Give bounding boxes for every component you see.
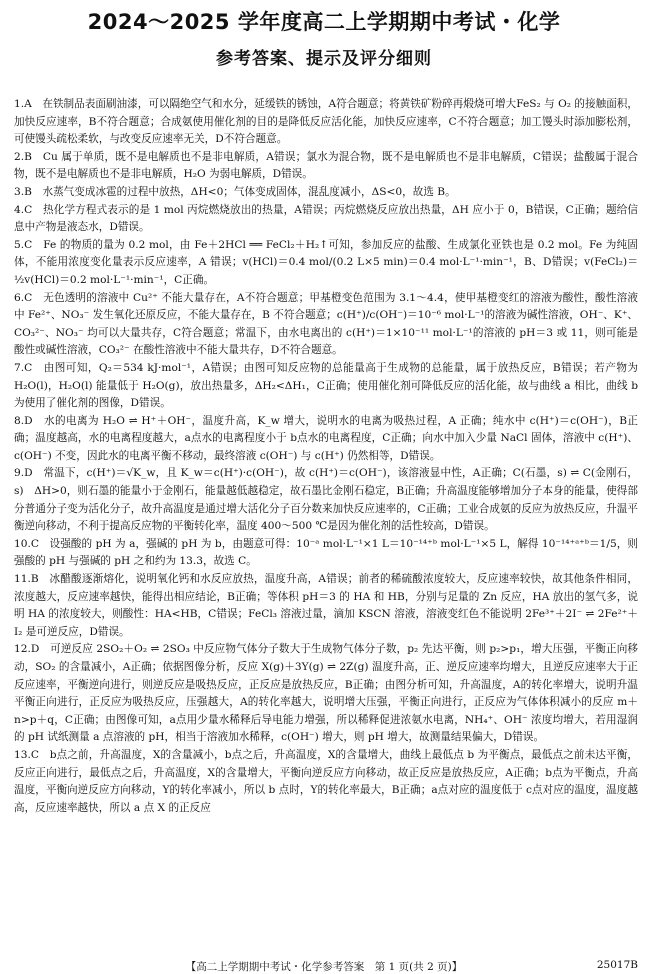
answer-item: 5.C Fe 的物质的量为 0.2 mol，由 Fe＋2HCl ══ FeCl₂＋H₂↑可知，参加反应的盐酸、生成氯化亚铁也是 0.2 mol。Fe 为纯固体，不能用浓度变化量表示反应速率，A 错误；v(HCl)＝0.4 mol/(0.2 L×5 min)＝0.4 mol·L⁻¹·min⁻¹，B、D错误；v(FeCl₂)＝½v(HCl)＝0.2 mol·L⁻¹·min⁻¹，C正确。: [14, 238, 638, 286]
answer-item: 3.B 水蒸气变成冰雹的过程中放热，ΔH<0；气体变成固体，混乱度减小，ΔS<0，故选 B。: [14, 185, 456, 198]
answer-item: 1.A 在铁制品表面刷油漆，可以隔绝空气和水分，延缓铁的锈蚀，A符合题意；将黄铁矿粉碎再煅烧可增大FeS₂ 与 O₂ 的接触面积，加快反应速率，B不符合题意；合成氨使用催化剂的目的是降低反应活化能，加快反应速率，C不符合题意；加工馒头时添加膨松剂，可使馒头疏松柔软，与改变反应速率无关，D不符合题意。: [14, 98, 638, 146]
answer-item: 12.D 可逆反应 2SO₂＋O₂ ⇌ 2SO₃ 中反应物气体分子数大于生成物气体分子数，p₂ 先达平衡，则 p₂>p₁，增大压强，平衡正向移动，SO₂ 的含量减小，A正确；依据图像分析，反应 X(g)＋3Y(g) ⇌ 2Z(g) 温度升高，正、逆反应速率均增大，且逆反应速率大于正反应速率，平衡逆向进行，则逆反应是吸热反应，正反应是放热反应，B正确；由图分析可知，升高温度，A的转化率增大，说明升温平衡正向进行，正反应为吸热反应，压强越大，A的转化率越大，说明增大压强，平衡正向进行，正反应为气体体积减小的反应 m＋n>p＋q，C正确；由图像可知，a点用少量水稀释后导电能力增强，所以稀释促进浓氨水电离，NH₄⁺、OH⁻ 浓度均增大，若用湿润的 pH 试纸测量 a 点溶液的 pH，相当于溶液加水稀释，c(OH⁻) 增大，则 pH 增大，故测量结果偏大，D错误。: [14, 643, 638, 744]
answer-item: 2.B Cu 属于单质，既不是电解质也不是非电解质，A错误；氯水为混合物，既不是电解质也不是非电解质，C错误；盐酸属于混合物，既不是电解质也不是非电解质，H₂O 为弱电解质，D错误。: [14, 150, 638, 181]
page-title: 2024～2025 学年度高二上学期期中考试・化学: [87, 10, 561, 34]
answer-item: 9.D 常温下，c(H⁺)＝√K_w，且 K_w＝c(H⁺)·c(OH⁻)，故 c(H⁺)＝c(OH⁻)，该溶液显中性，A正确；C(石墨，s) ⇌ C(金刚石，s) ΔH>0，则石墨的能量小于金刚石，能量越低越稳定，故石墨比金刚石稳定，B正确；升高温度能够增加分子本身的能量，使得部分普通分子变为活化分子，故升高温度是通过增大活化分子百分数来加快反应速率的，C正确；工业合成氨的反应为放热反应，升温平衡逆向移动，不利于提高反应物的平衡转化率，温度 400～500 ℃是因为催化剂的活性较高，D错误。: [14, 467, 638, 533]
answer-item: 10.C 设强酸的 pH 为 a，强碱的 pH 为 b，由题意可得：10⁻ᵃ mol·L⁻¹×1 L＝10⁻¹⁴⁺ᵇ mol·L⁻¹×5 L，解得 10⁻¹⁴⁺ᵃ⁺ᵇ＝1/5，则强酸的 pH 与强碱的 pH 之和约为 13.3，故选 C。: [14, 537, 638, 568]
answer-list: [14, 96, 638, 817]
document-code: 25017B: [596, 959, 638, 971]
answer-item: 6.C 无色透明的溶液中 Cu²⁺ 不能大量存在，A不符合题意；甲基橙变色范围为 3.1～4.4，使甲基橙变红的溶液为酸性，酸性溶液中 Fe²⁺、NO₃⁻ 发生氧化还原反应，不能大量存在，B 不符合题意；c(H⁺)/c(OH⁻)＝10⁻⁶ mol·L⁻¹的溶液为碱性溶液，OH⁻、K⁺、CO₃²⁻、NO₃⁻ 均可以大量共存，C符合题意；常温下，由水电离出的 c(H⁺)＝1×10⁻¹¹ mol·L⁻¹的溶液的 pH＝3 或 11，则可能是酸性或碱性溶液，CO₃²⁻ 在酸性溶液中不能大量共存，D不符合题意。: [14, 291, 639, 357]
answer-item: 8.D 水的电离为 H₂O ⇌ H⁺＋OH⁻，温度升高，K_w 增大，说明水的电离为吸热过程，A 正确；纯水中 c(H⁺)＝c(OH⁻)，B正确；温度越高，水的电离程度越大，a点水的电离程度小于 b点水的电离程度，C正确；向水中加入少量 NaCl 固体，溶液中 c(H⁺)、c(OH⁻) 不变，因此水的电离平衡不移动，最终溶液 c(OH⁻) 与 c(H⁺) 仍然相等，D错误。: [14, 414, 638, 462]
answer-item: 4.C 热化学方程式表示的是 1 mol 丙烷燃烧放出的热量，A错误；丙烷燃烧反应放出热量，ΔH 应小于 0，B错误，C正确；题给信息中产物是液态水，D错误。: [14, 203, 638, 234]
footer-label: 【高二上学期期中考试・化学参考答案 第 1 页(共 2 页)】: [185, 961, 463, 973]
answer-item: 7.C 由图可知，Q₂＝534 kJ·mol⁻¹，A错误；由图可知反应物的总能量高于生成物的总能量，属于放热反应，B错误；若产物为 H₂O(l)，H₂O(l) 能量低于 H₂O(g)，放出热量多，ΔH₂<ΔH₁，C正确；使用催化剂可降低反应的活化能，故与曲线 a 相比，曲线 b 为使用了催化剂的图像，D错误。: [14, 361, 638, 410]
page-subtitle: 参考答案、提示及评分细则: [216, 49, 432, 69]
answer-item: 11.B 冰醋酸逐渐熔化，说明氧化钙和水反应放热，温度升高，A错误；前者的稀硫酸浓度较大，反应速率较快，故其他条件相同，浓度越大，反应速率越快，能得出相应结论，B正确；等体积 pH＝3 的 HA 和 HB，分别与足量的 Zn 反应，HA 放出的氢气多，说明 HA 的浓度较大，则酸性：HA<HB，C错误；FeCl₃ 溶液过量，滴加 KSCN 溶液，溶液变红色不能说明 2Fe³⁺＋2I⁻ ⇌ 2Fe²⁺＋I₂ 是可逆反应，D错误。: [14, 573, 638, 638]
answer-item: 13.C b点之前，升高温度，X的含量减小，b点之后，升高温度，X的含量增大，曲线上最低点 b 为平衡点，最低点之前未达平衡，反应正向进行，最低点之后，升高温度，X的含量增大，平衡向逆反应方向移动，故正反应是放热反应，A正确；b点为平衡点，升高温度，平衡向逆反应方向移动，Y的转化率减小，所以 b 点时，Y的转化率最大，B正确；a点对应的温度低于 c点对应的温度，温度越高，反应速率越快，所以 a 点 X 的正反应: [14, 748, 638, 814]
